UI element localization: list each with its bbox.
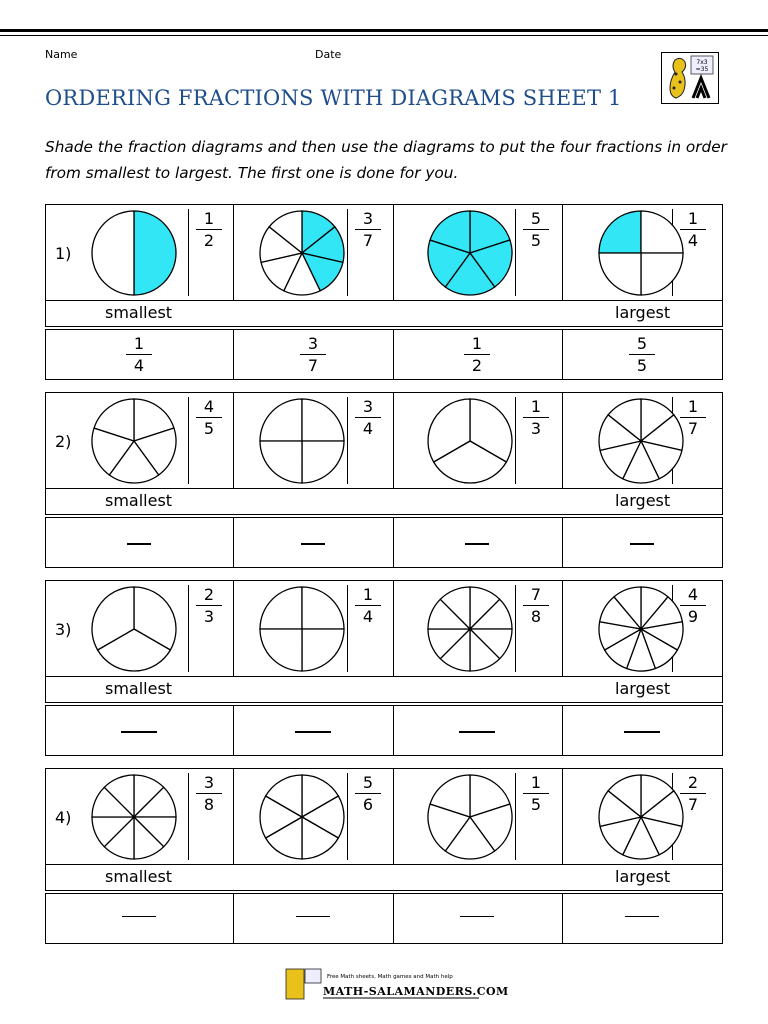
fraction-bar bbox=[680, 417, 706, 418]
fraction-bar bbox=[355, 605, 381, 606]
answer-blank[interactable] bbox=[630, 543, 654, 545]
fraction-label bbox=[194, 397, 224, 438]
divider bbox=[347, 209, 348, 296]
denominator: 4 bbox=[133, 356, 145, 375]
smallest-label: smallest bbox=[105, 679, 173, 698]
divider bbox=[562, 768, 563, 865]
divider bbox=[393, 204, 394, 301]
denominator: 4 bbox=[687, 231, 699, 250]
fraction-circle-1-7[interactable] bbox=[597, 397, 685, 485]
fraction-bar bbox=[196, 229, 222, 230]
denominator: 5 bbox=[636, 356, 648, 375]
unshaded-sector[interactable] bbox=[302, 399, 344, 441]
fraction-circle-3-7[interactable] bbox=[258, 209, 346, 297]
divider bbox=[347, 585, 348, 672]
fraction-bar bbox=[464, 354, 490, 355]
answer-divider bbox=[562, 517, 563, 568]
answer-divider bbox=[393, 893, 394, 944]
largest-label: largest bbox=[615, 867, 671, 886]
largest-label: largest bbox=[615, 491, 671, 510]
numerator: 7 bbox=[530, 585, 542, 604]
numerator: 1 bbox=[530, 397, 542, 416]
answer-blank[interactable] bbox=[127, 543, 151, 545]
answer-blank[interactable] bbox=[296, 916, 330, 917]
answer-fraction bbox=[627, 334, 657, 375]
denominator: 7 bbox=[362, 231, 374, 250]
fraction-bar bbox=[680, 229, 706, 230]
denominator: 5 bbox=[530, 231, 542, 250]
divider bbox=[188, 585, 189, 672]
fraction-circle-1-3[interactable] bbox=[426, 397, 514, 485]
denominator: 8 bbox=[203, 795, 215, 814]
numerator: 1 bbox=[203, 209, 215, 228]
numerator: 1 bbox=[530, 773, 542, 792]
fraction-bar bbox=[680, 605, 706, 606]
answer-divider bbox=[562, 329, 563, 380]
numerator: 5 bbox=[636, 334, 648, 353]
divider bbox=[233, 580, 234, 677]
fraction-circle-1-4[interactable] bbox=[597, 209, 685, 297]
footer-logo bbox=[283, 967, 509, 1003]
unshaded-sector[interactable] bbox=[302, 441, 344, 483]
unshaded-sector[interactable] bbox=[599, 253, 641, 295]
top-rule bbox=[0, 29, 768, 32]
fraction-circle-4-9[interactable] bbox=[597, 585, 685, 673]
fraction-bar bbox=[355, 229, 381, 230]
divider bbox=[188, 773, 189, 860]
problem-1 bbox=[45, 204, 723, 384]
denominator: 5 bbox=[203, 419, 215, 438]
smallest-label: smallest bbox=[105, 867, 173, 886]
problem-3 bbox=[45, 580, 723, 760]
fraction-label bbox=[678, 397, 708, 438]
answer-divider bbox=[233, 705, 234, 756]
denominator: 8 bbox=[530, 607, 542, 626]
problem-2 bbox=[45, 392, 723, 572]
fraction-bar bbox=[629, 354, 655, 355]
fraction-circle-2-3[interactable] bbox=[90, 585, 178, 673]
fraction-label bbox=[194, 209, 224, 250]
unshaded-sector[interactable] bbox=[641, 211, 683, 253]
numerator: 3 bbox=[362, 397, 374, 416]
fraction-label bbox=[521, 397, 551, 438]
divider bbox=[562, 204, 563, 301]
divider bbox=[233, 768, 234, 865]
fraction-bar bbox=[523, 605, 549, 606]
answer-blank[interactable] bbox=[301, 543, 325, 545]
fraction-circle-5-6[interactable] bbox=[258, 773, 346, 861]
denominator: 7 bbox=[687, 419, 699, 438]
unshaded-sector[interactable] bbox=[260, 399, 302, 441]
instructions: Shade the fraction diagrams and then use the diagrams to put the four fractions in order from smallest to largest. The first one is done for you. bbox=[45, 138, 727, 182]
fraction-label bbox=[353, 209, 383, 250]
answer-divider bbox=[562, 705, 563, 756]
answer-divider bbox=[233, 329, 234, 380]
fraction-bar bbox=[300, 354, 326, 355]
numerator: 3 bbox=[362, 209, 374, 228]
fraction-circle-1-2[interactable] bbox=[90, 209, 178, 297]
fraction-circle-7-8[interactable] bbox=[426, 585, 514, 673]
fraction-label bbox=[678, 773, 708, 814]
unshaded-sector[interactable] bbox=[260, 587, 302, 629]
answer-blank[interactable] bbox=[624, 731, 660, 733]
largest-label: largest bbox=[615, 303, 671, 322]
fraction-label bbox=[521, 585, 551, 626]
svg-text:7x3: 7x3 bbox=[696, 59, 708, 66]
fraction-bar bbox=[355, 793, 381, 794]
fraction-bar bbox=[523, 417, 549, 418]
shaded-sector[interactable] bbox=[599, 211, 641, 253]
answer-row bbox=[45, 893, 723, 944]
unshaded-sector[interactable] bbox=[92, 211, 134, 295]
answer-divider bbox=[233, 517, 234, 568]
fraction-circle-1-5[interactable] bbox=[426, 773, 514, 861]
denominator: 4 bbox=[362, 607, 374, 626]
footer-site: MATH-SALAMANDERS.COM bbox=[323, 985, 509, 998]
fraction-label bbox=[194, 585, 224, 626]
divider bbox=[188, 209, 189, 296]
answer-blank[interactable] bbox=[460, 916, 494, 917]
fraction-circle-3-4[interactable] bbox=[258, 397, 346, 485]
fraction-label bbox=[353, 585, 383, 626]
problem-number: 4) bbox=[55, 808, 72, 827]
answer-blank[interactable] bbox=[122, 916, 156, 917]
fraction-bar bbox=[196, 605, 222, 606]
denominator: 7 bbox=[307, 356, 319, 375]
answer-blank[interactable] bbox=[295, 731, 331, 733]
divider bbox=[515, 773, 516, 860]
divider bbox=[562, 392, 563, 489]
largest-label: largest bbox=[615, 679, 671, 698]
date-label: Date bbox=[315, 48, 342, 61]
denominator: 3 bbox=[530, 419, 542, 438]
smallest-label: smallest bbox=[105, 303, 173, 322]
answer-fraction bbox=[124, 334, 154, 375]
answer-blank[interactable] bbox=[459, 731, 495, 733]
numerator: 2 bbox=[203, 585, 215, 604]
denominator: 3 bbox=[203, 607, 215, 626]
fraction-bar bbox=[680, 793, 706, 794]
unshaded-sector[interactable] bbox=[260, 629, 302, 671]
denominator: 9 bbox=[687, 607, 699, 626]
numerator: 4 bbox=[687, 585, 699, 604]
fraction-label bbox=[678, 585, 708, 626]
fraction-circle-5-5[interactable] bbox=[426, 209, 514, 297]
divider bbox=[393, 580, 394, 677]
answer-blank[interactable] bbox=[625, 916, 659, 917]
fraction-bar bbox=[523, 229, 549, 230]
answer-divider bbox=[233, 893, 234, 944]
svg-text:=35: =35 bbox=[695, 66, 709, 73]
divider bbox=[515, 397, 516, 484]
divider bbox=[347, 397, 348, 484]
divider bbox=[393, 392, 394, 489]
problem-4 bbox=[45, 768, 723, 948]
divider bbox=[393, 768, 394, 865]
fraction-label bbox=[353, 397, 383, 438]
numerator: 5 bbox=[362, 773, 374, 792]
denominator: 2 bbox=[203, 231, 215, 250]
problem-number: 1) bbox=[55, 244, 72, 263]
name-label: Name bbox=[45, 48, 78, 61]
footer-tagline: Free Math sheets, Math games and Math help bbox=[327, 974, 453, 980]
denominator: 7 bbox=[687, 795, 699, 814]
fraction-circle-4-5[interactable] bbox=[90, 397, 178, 485]
answer-divider bbox=[393, 329, 394, 380]
page-title: ORDERING FRACTIONS WITH DIAGRAMS SHEET 1 bbox=[45, 86, 622, 110]
divider bbox=[515, 209, 516, 296]
divider bbox=[188, 397, 189, 484]
answer-divider bbox=[393, 705, 394, 756]
fraction-label bbox=[678, 209, 708, 250]
numerator: 1 bbox=[687, 209, 699, 228]
numerator: 3 bbox=[307, 334, 319, 353]
unshaded-sector[interactable] bbox=[260, 441, 302, 483]
fraction-bar bbox=[196, 417, 222, 418]
fraction-bar bbox=[523, 793, 549, 794]
top-rule-thin bbox=[0, 35, 768, 36]
problem-number: 3) bbox=[55, 620, 72, 639]
unshaded-sector[interactable] bbox=[302, 629, 344, 671]
fraction-label bbox=[521, 773, 551, 814]
numerator: 4 bbox=[203, 397, 215, 416]
fraction-bar bbox=[196, 793, 222, 794]
fraction-circle-3-8[interactable] bbox=[90, 773, 178, 861]
numerator: 1 bbox=[471, 334, 483, 353]
numerator: 1 bbox=[362, 585, 374, 604]
math-salamander-logo-icon bbox=[661, 52, 719, 104]
divider bbox=[515, 585, 516, 672]
smallest-label: smallest bbox=[105, 491, 173, 510]
fraction-circle-2-7[interactable] bbox=[597, 773, 685, 861]
shaded-sector[interactable] bbox=[134, 211, 176, 295]
answer-blank[interactable] bbox=[121, 731, 157, 733]
divider bbox=[233, 204, 234, 301]
answer-fraction bbox=[298, 334, 328, 375]
fraction-label bbox=[521, 209, 551, 250]
numerator: 5 bbox=[530, 209, 542, 228]
numerator: 1 bbox=[133, 334, 145, 353]
denominator: 6 bbox=[362, 795, 374, 814]
fraction-label bbox=[194, 773, 224, 814]
divider bbox=[562, 580, 563, 677]
answer-divider bbox=[562, 893, 563, 944]
fraction-bar bbox=[355, 417, 381, 418]
answer-blank[interactable] bbox=[465, 543, 489, 545]
fraction-label bbox=[353, 773, 383, 814]
divider bbox=[347, 773, 348, 860]
fraction-circle-1-4[interactable] bbox=[258, 585, 346, 673]
numerator: 3 bbox=[203, 773, 215, 792]
problem-number: 2) bbox=[55, 432, 72, 451]
denominator: 5 bbox=[530, 795, 542, 814]
denominator: 4 bbox=[362, 419, 374, 438]
fraction-bar bbox=[126, 354, 152, 355]
denominator: 2 bbox=[471, 356, 483, 375]
answer-divider bbox=[393, 517, 394, 568]
unshaded-sector[interactable] bbox=[302, 587, 344, 629]
numerator: 2 bbox=[687, 773, 699, 792]
divider bbox=[233, 392, 234, 489]
numerator: 1 bbox=[687, 397, 699, 416]
unshaded-sector[interactable] bbox=[641, 253, 683, 295]
answer-fraction bbox=[462, 334, 492, 375]
